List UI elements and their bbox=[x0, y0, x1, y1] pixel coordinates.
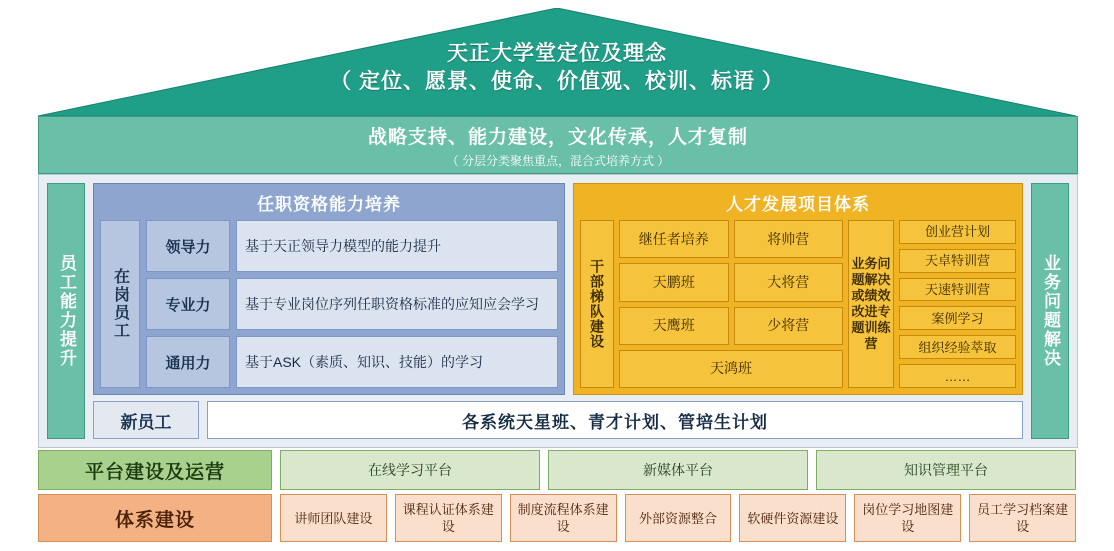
platform-row bbox=[38, 450, 1076, 490]
program-tianhong-class: 天鸿班 bbox=[619, 350, 843, 388]
strategy-band-main: 战略支持、能力建设，文化传承，人才复制 bbox=[367, 126, 748, 148]
talent-fullrow bbox=[619, 350, 843, 388]
roof-text-block bbox=[38, 40, 1076, 96]
qualification-rows bbox=[146, 220, 558, 388]
roof-shape bbox=[38, 8, 1076, 116]
program-general-camp: 将帅营 bbox=[734, 220, 844, 258]
system-item-learning-map: 岗位学习地图建设 bbox=[854, 494, 961, 542]
center-content bbox=[85, 175, 1031, 447]
program-experience-extraction: 组织经验萃取 bbox=[899, 335, 1016, 359]
capability-professional: 专业力 bbox=[146, 278, 230, 330]
talent-pair-row bbox=[619, 220, 843, 258]
program-tianzhuo-camp: 天卓特训营 bbox=[899, 249, 1016, 273]
system-item-hardware-software: 软硬件资源建设 bbox=[739, 494, 846, 542]
talent-pair-row bbox=[619, 263, 843, 301]
on-job-employee-label: 在岗员工 bbox=[100, 220, 140, 388]
talent-right-items bbox=[899, 220, 1016, 388]
main-body bbox=[38, 174, 1078, 448]
program-major-general-camp: 大将营 bbox=[734, 263, 844, 301]
system-row bbox=[38, 494, 1076, 542]
program-minor-general-camp: 少将营 bbox=[734, 307, 844, 345]
program-case-study: 案例学习 bbox=[899, 306, 1016, 330]
talent-pair-row bbox=[619, 307, 843, 345]
capability-professional-desc: 基于专业岗位序列任职资格标准的应知应会学习 bbox=[236, 278, 558, 330]
program-tianpeng-class: 天鹏班 bbox=[619, 263, 729, 301]
qualification-row bbox=[146, 336, 558, 388]
platform-item-online-learning: 在线学习平台 bbox=[280, 450, 540, 490]
system-item-learning-record: 员工学习档案建设 bbox=[969, 494, 1076, 542]
roof-title-line1: 天正大学堂定位及理念 bbox=[447, 42, 667, 65]
system-tag: 体系建设 bbox=[38, 494, 272, 542]
system-item-course-certification: 课程认证体系建设 bbox=[395, 494, 502, 542]
program-tianying-class: 天鹰班 bbox=[619, 307, 729, 345]
platform-item-new-media: 新媒体平台 bbox=[548, 450, 808, 490]
qualification-group bbox=[93, 183, 565, 395]
capability-leadership-desc: 基于天正领导力模型的能力提升 bbox=[236, 220, 558, 272]
qualification-row bbox=[146, 220, 558, 272]
new-employee-programs: 各系统天星班、青才计划、管培生计划 bbox=[207, 401, 1023, 439]
talent-development-body bbox=[574, 220, 1022, 394]
roof-title-line2: （ 定位、愿景、使命、价值观、校训、标语 ） bbox=[330, 70, 784, 93]
program-successor-training: 继任者培养 bbox=[619, 220, 729, 258]
strategy-band-sub: （ 分层分类聚焦重点，混合式培养方式 ） bbox=[446, 153, 670, 168]
program-startup-camp-plan: 创业营计划 bbox=[899, 220, 1016, 244]
qualification-body bbox=[94, 220, 564, 394]
system-item-trainer-team: 讲师团队建设 bbox=[280, 494, 387, 542]
left-pillar-employee-capability: 员工能力提升 bbox=[47, 183, 85, 439]
qualification-title: 任职资格能力培养 bbox=[257, 195, 401, 214]
qualification-row bbox=[146, 278, 558, 330]
system-item-process-system: 制度流程体系建设 bbox=[510, 494, 617, 542]
new-employee-tag: 新员工 bbox=[93, 401, 199, 439]
top-groups-row bbox=[93, 183, 1023, 395]
platform-tag: 平台建设及运营 bbox=[38, 450, 272, 490]
right-pillar-business-problem: 业务问题解决 bbox=[1031, 183, 1069, 439]
system-item-external-resources: 外部资源整合 bbox=[625, 494, 732, 542]
cadre-echelon-label: 干部梯队建设 bbox=[580, 220, 614, 388]
new-employee-row bbox=[93, 401, 1023, 439]
program-tiansu-camp: 天速特训营 bbox=[899, 278, 1016, 302]
platform-item-knowledge-management: 知识管理平台 bbox=[816, 450, 1076, 490]
strategy-band bbox=[38, 116, 1078, 174]
business-problem-training-camp-label: 业务问题解决或绩效改进专题训练营 bbox=[848, 220, 894, 388]
talent-development-group bbox=[573, 183, 1023, 395]
capability-general-desc: 基于ASK（素质、知识、技能）的学习 bbox=[236, 336, 558, 388]
talent-development-title: 人才发展项目体系 bbox=[726, 195, 870, 214]
program-ellipsis: …… bbox=[899, 364, 1016, 388]
talent-program-pairs bbox=[619, 220, 843, 388]
capability-leadership: 领导力 bbox=[146, 220, 230, 272]
capability-general: 通用力 bbox=[146, 336, 230, 388]
